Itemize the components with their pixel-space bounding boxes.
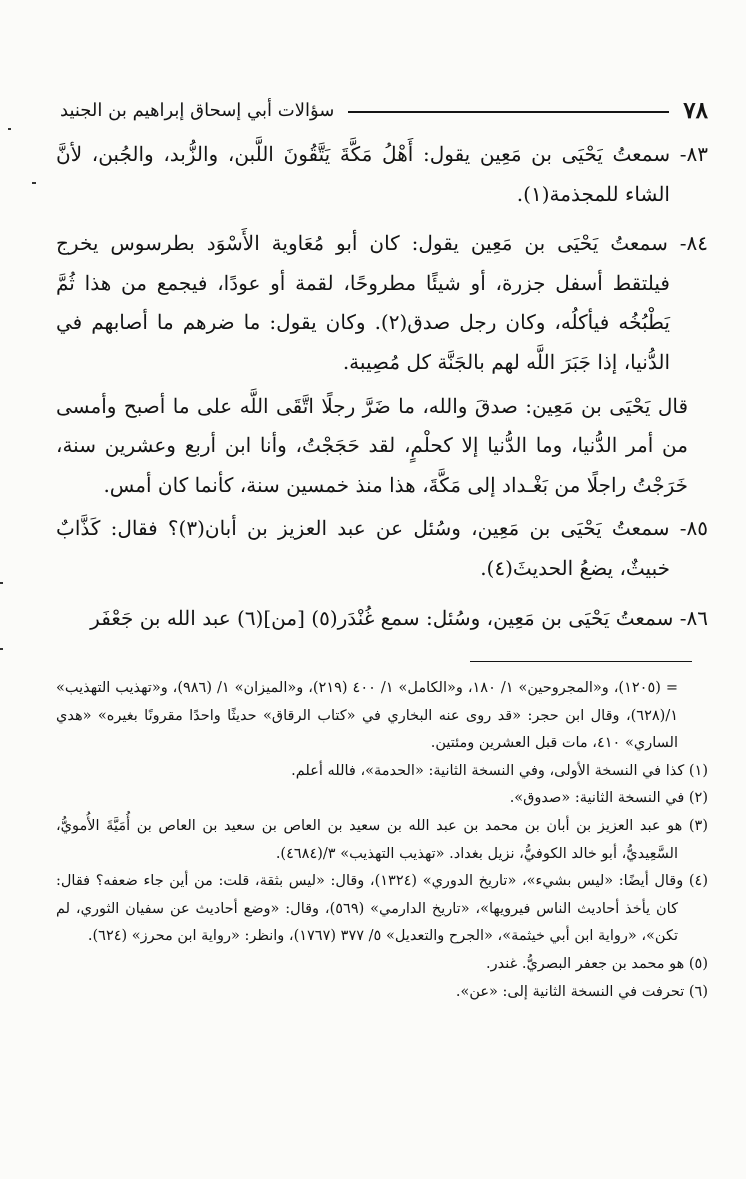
entry-86: ٨٦- سمعتُ يَحْيَى بن مَعِين، وسُئل: سمع غُنْدَر(٥) [من](٦) عبد الله بن جَعْفَر [90,605,708,630]
footnote-separator [470,661,692,662]
page-number: ٧٨ [683,96,708,124]
footnote-continuation: = (١٢٠٥)، و«المجروحين» ١/ ١٨٠، و«الكامل» ١/ ٤٠٠ (٢١٩)، و«الميزان» ١/ (٩٨٦)، و«تهذيب التهذيب» ١/(٦٢٨)، وقال ابن حجر: «قد روى عنه البخاري في «كتاب الرقاق» حديثًا واحدًا مقرونًا بغيره» «هدي الساري» ٤١٠، مات قبل العشرين ومئتين. [56,680,678,752]
entry-84: ٨٤- سمعتُ يَحْيَى بن مَعِين يقول: كان أبو مُعَاوية الأَسْوَد بطرسوس يخرج فيلتقط أسفل جزرة، أو شيئًا مطروحًا، لقمة أو عودًا، فيجمع من هذا ثُمَّ يَطْبُخُه فيأكلُه، وكان رجل صدق(٢). وكان يقول: ما ضرهم ما أصابهم في الدُّنيا، إذا جَبَرَ اللَّه لهم بالجَنَّة كل مُصِيبة. [56,231,708,374]
footnote-2: (٢) في النسخة الثانية: «صدوق». [509,790,708,807]
header-rule [348,111,669,113]
footnote-6: (٦) تحرفت في النسخة الثانية إلى: «عن». [455,983,708,1000]
scan-speck [0,648,3,650]
running-title: سؤالات أبي إسحاق إبراهيم بن الجنيد [60,99,335,121]
entry-85: ٨٥- سمعتُ يَحْيَى بن مَعِين، وسُئل عن عبد العزيز بن أبان(٣)؟ فقال: كَذَّابٌ خبيثٌ، يضعُ الحديثَ(٤). [56,516,708,580]
scan-speck [0,582,3,584]
entry-83: ٨٣- سمعتُ يَحْيَى بن مَعِين يقول: أَهْلُ مَكَّةَ يَتَّقُونَ اللَّبن، والزُّبد، والجُبن، لأنَّ الشاء للمجذمة(١). [56,142,708,206]
entry-84-continuation: قال يَحْيَى بن مَعِين: صدقَ والله، ما ضَرَّ رجلًا اتَّقَى اللَّه على ما أصبح وأمسى من أمر الدُّنيا، وما الدُّنيا إلا كحلْمٍ، لقد حَجَجْتُ، وأنا ابن أربع وعشرين سنة، خَرَجْتُ راجلًا من بَغْـداد إلى مَكَّةَ، هذا منذ خمسين سنة، كأنما كان أمس. [56,393,688,497]
footnote-4: (٤) وقال أيضًا: «ليس بشيء»، «تاريخ الدوري» (١٣٢٤)، وقال: «ليس بثقة، قلت: من أين جاء ضعفه؟ فقال: كان يأخذ أحاديث الناس فيرويها»، «تاريخ الدارمي» (٥٦٩)، وقال: «وضع أحاديث عن سفيان الثوري، لم تكن»، «رواية ابن أبي خيثمة»، «الجرح والتعديل» ٥/ ٣٧٧ (١٧٦٧)، وانظر: «رواية ابن محرز» (٦٢٤). [56,873,708,945]
footnotes [56,675,708,1006]
running-header [60,93,708,127]
scan-speck [8,128,11,130]
scan-speck [32,182,36,184]
main-text [56,135,708,642]
footnote-1: (١) كذا في النسخة الأولى، وفي النسخة الثانية: «الحدمة»، فالله أعلم. [291,762,708,779]
footnote-3: (٣) هو عبد العزيز بن أبان بن محمد بن عبد الله بن سعيد بن العاص بن سعيد بن العاص بن أُمَيَّةَ الأُمويُّ، السَّعِيديُّ، أبو خالد الكوفيُّ، نزيل بغداد. «تهذيب التهذيب» ٣/(٤٦٨٤). [56,817,708,862]
footnote-5: (٥) هو محمد بن جعفر البصريُّ. غندر. [486,955,708,972]
